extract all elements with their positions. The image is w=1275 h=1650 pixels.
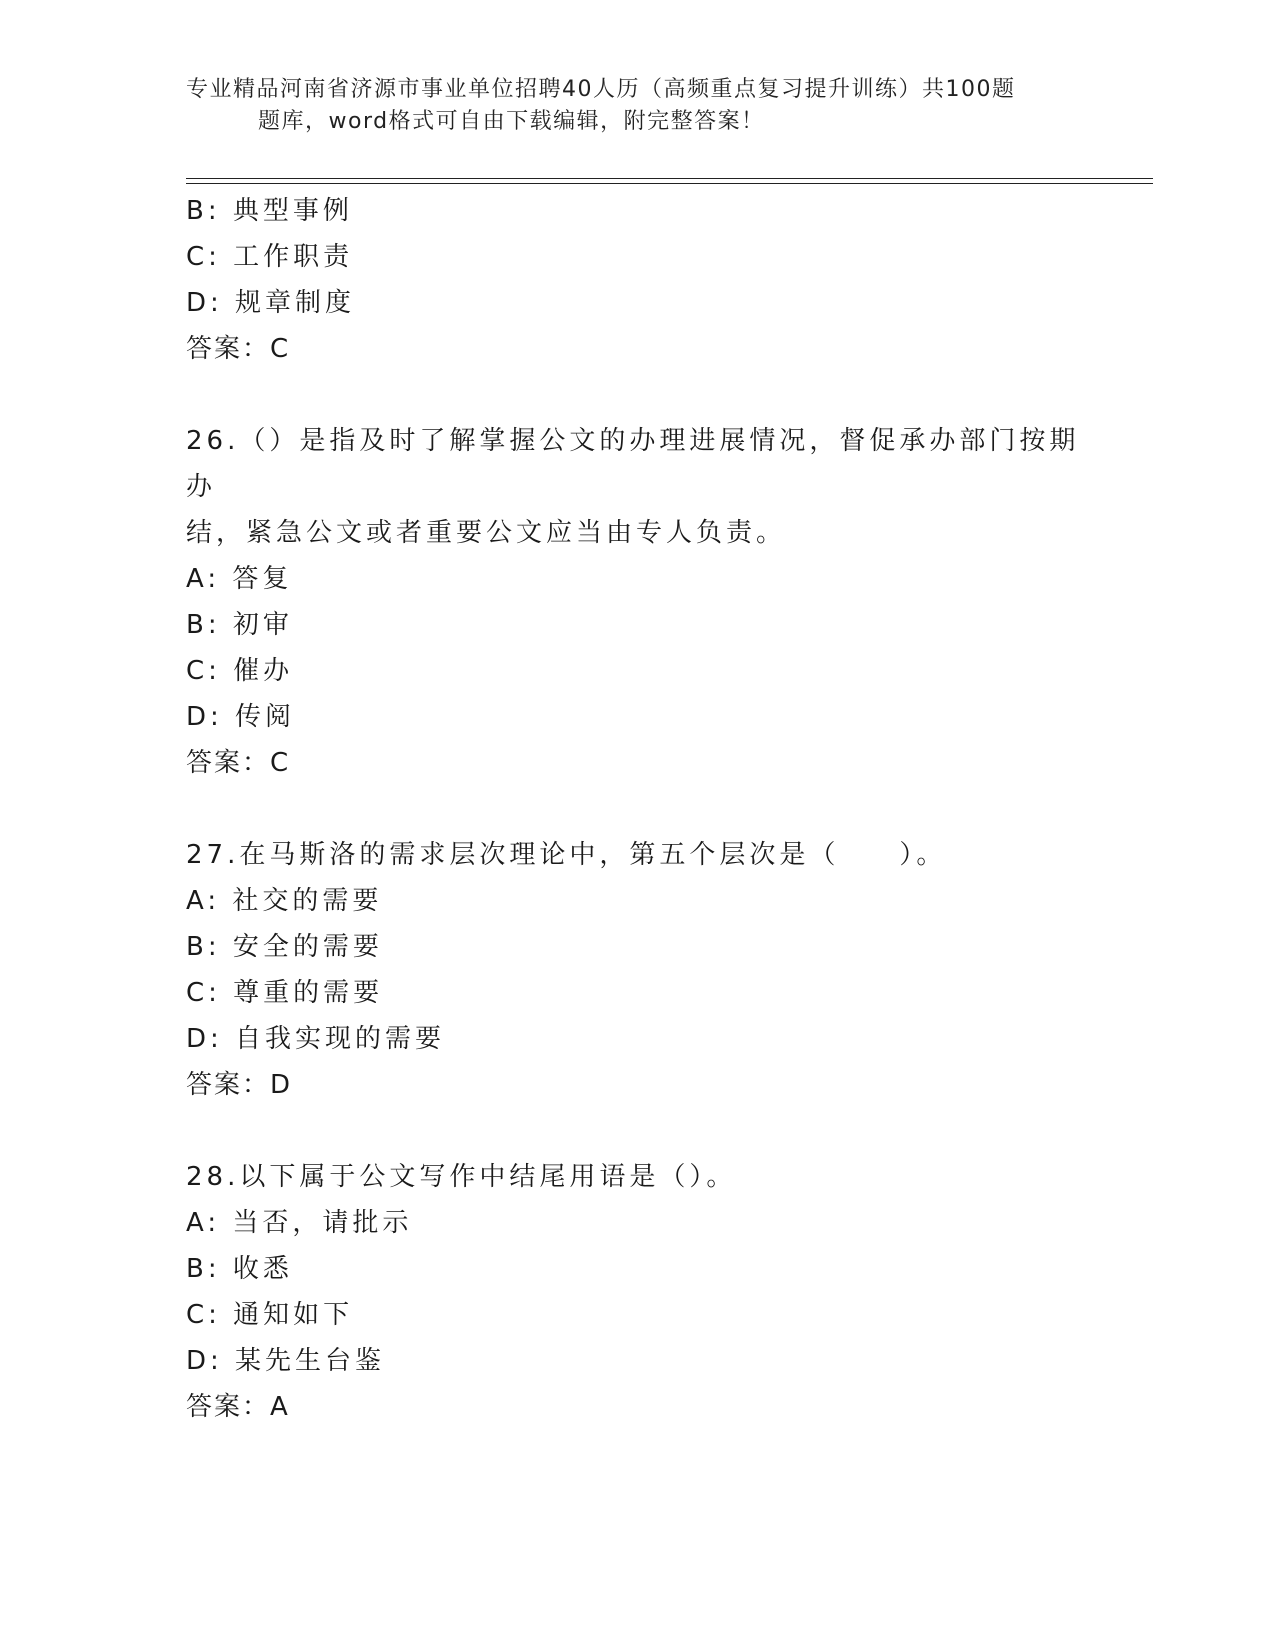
- question-25-continued: [186, 188, 1086, 372]
- question-text-line1: 26.（）是指及时了解掌握公文的办理进展情况，督促承办部门按期办: [186, 426, 1080, 502]
- option-a: A: 答复: [186, 564, 293, 594]
- option-c: C: 尊重的需要: [186, 978, 384, 1008]
- option-d: D: 规章制度: [186, 288, 356, 318]
- option-a: A: 当否，请批示: [186, 1208, 413, 1238]
- question-text-line2: 结，紧急公文或者重要公文应当由专人负责。: [186, 518, 787, 548]
- answer: 答案：D: [186, 1070, 293, 1100]
- header-title-line1: 专业精品河南省济源市事业单位招聘40人历（高频重点复习提升训练）共100题: [186, 77, 1016, 102]
- option-c: C: 通知如下: [186, 1300, 354, 1330]
- option-a: A: 社交的需要: [186, 886, 383, 916]
- option-b: B: 初审: [186, 610, 293, 640]
- option-c: C: 催办: [186, 656, 294, 686]
- option-b: B: 典型事例: [186, 196, 353, 226]
- option-d: D: 自我实现的需要: [186, 1024, 446, 1054]
- header-rule-top: [186, 178, 1153, 179]
- header-title-line2: 题库，word格式可自由下载编辑，附完整答案！: [258, 109, 765, 134]
- question-26: [186, 418, 1086, 786]
- answer: 答案：C: [186, 748, 291, 778]
- option-d: D: 传阅: [186, 702, 296, 732]
- question-28: [186, 1154, 1086, 1430]
- header-rule-bottom: [186, 183, 1153, 184]
- question-text-line1: 28.以下属于公文写作中结尾用语是（）。: [186, 1162, 737, 1192]
- document-body: [186, 188, 1086, 1430]
- option-c: C: 工作职责: [186, 242, 354, 272]
- question-text-line1: 27.在马斯洛的需求层次理论中，第五个层次是（ ）。: [186, 840, 947, 870]
- option-d: D: 某先生台鉴: [186, 1346, 386, 1376]
- answer: 答案：C: [186, 334, 291, 364]
- question-27: [186, 832, 1086, 1108]
- answer: 答案：A: [186, 1392, 290, 1422]
- document-header: [186, 74, 1086, 138]
- option-b: B: 收悉: [186, 1254, 293, 1284]
- option-b: B: 安全的需要: [186, 932, 383, 962]
